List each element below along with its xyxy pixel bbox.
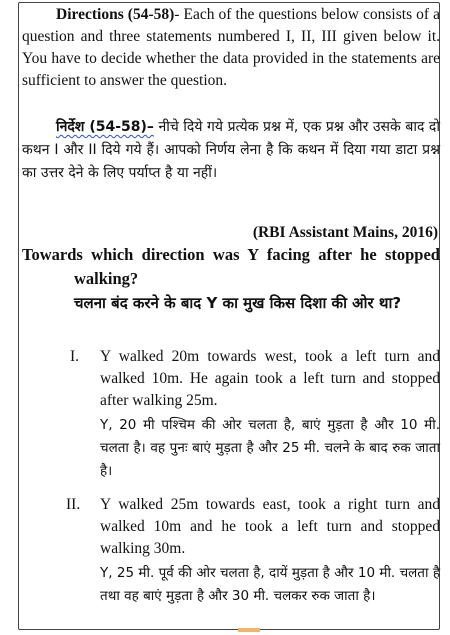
- question-english: Towards which direction was Y facing after he stopped walking?: [22, 245, 440, 288]
- directions-hindi-text: नीचे दिये गये प्रत्येक प्रश्न में, एक प्रश्न और उसके बाद दो कथन I और II दिये गये हैं। आपको निर्णय लेना है कि कथन में दिया गया डाटा प्रश्न का उत्तर देने के लिए पर्याप्त है या नहीं।: [22, 119, 440, 181]
- directions-hindi-label: निर्देश (54-58)–: [56, 119, 154, 135]
- statement-2-number: II.: [66, 496, 81, 513]
- page-edge-mark: [238, 628, 260, 632]
- statement-2-hindi: Y, 25 मी. पूर्व की ओर चलता है, दायें मुड़ता है और 10 मी. चलता है तथा वह बाएं मुड़ता है और 30 मी. चलकर रुक जाता है।: [100, 565, 440, 604]
- statement-1-number: I.: [70, 348, 80, 365]
- question-hindi: चलना बंद करने के बाद Y का मुख किस दिशा की ओर था?: [74, 294, 402, 312]
- statement-1-hindi: Y, 20 मी पश्चिम की ओर चलता है, बाएं मुड़ता है और 10 मी. चलता है। वह पुनः बाएं मुड़ता है और 25 मी. चलने के बाद रुक जाता है।: [100, 417, 440, 479]
- directions-label-suffix: -: [174, 6, 184, 23]
- directions-paragraph: [22, 4, 440, 92]
- directions-label: Directions (54-58): [56, 6, 175, 23]
- statement-1-english: Y walked 20m towards west, took a left turn and walked 10m. He again took a left turn and stopped after walking 25m.: [100, 348, 440, 409]
- exam-source: (RBI Assistant Mains, 2016): [252, 224, 438, 241]
- question-english-wrap: [22, 243, 440, 291]
- directions-hindi-paragraph: [22, 116, 440, 185]
- directions-text: Each of the questions below consists of a question and three statements numbered I, II, III given below it. You have to decide whether the data provided in the statements are sufficient to answer the question.: [22, 6, 441, 89]
- statement-2-english: Y walked 25m towards east, took a right turn and walked 10m and he took a left turn and stopped walking 30m.: [100, 496, 440, 557]
